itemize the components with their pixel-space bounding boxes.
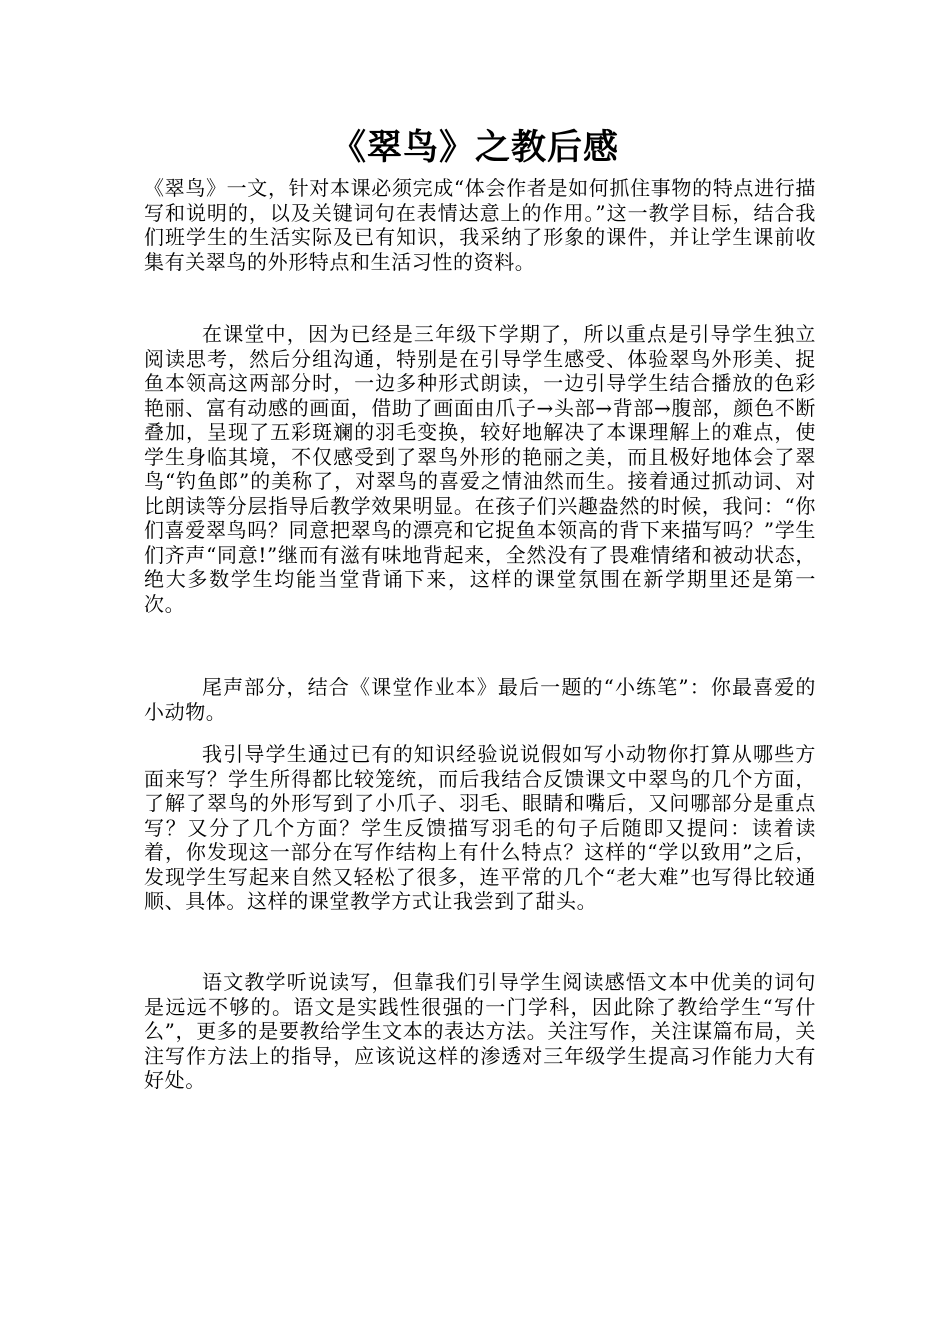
paragraph-guidance: 我引导学生通过已有的知识经验说说假如写小动物你打算从哪些方面来写？学生所得都比较笼统，而后我结合反馈课文中翠鸟的几个方面，了解了翠鸟的外形写到了小爪子、羽毛、眼睛和嘴后，又问哪部分是重点写？又分了几个方面？学生反馈描写羽毛的句子后随即又提问：读着读着，你发现这一部分在写作结构上有什么特点？这样的“学以致用”之后，发现学生写起来自然又轻松了很多，连平常的几个“老大难”也写得比较通顺、具体。这样的课堂教学方式让我尝到了甜头。	[144, 742, 816, 913]
document-title: 《翠鸟》之教后感	[330, 127, 619, 168]
paragraph-classroom: 在课堂中，因为已经是三年级下学期了，所以重点是引导学生独立阅读思考，然后分组沟通，特别是在引导学生感受、体验翠鸟外形美、捉鱼本领高这两部分时，一边多种形式朗读，一边引导学生结合播放的色彩艳丽、富有动感的画面，借助了画面由爪子→头部→背部→腹部，颜色不断叠加，呈现了五彩斑斓的羽毛变换，较好地解决了本课理解上的难点，使学生身临其境，不仅感受到了翠鸟外形的艳丽之美，而且极好地体会了翠鸟“钓鱼郎”的美称了，对翠鸟的喜爱之情油然而生。接着通过抓动词、对比朗读等分层指导后教学效果明显。在孩子们兴趣盎然的时候，我问：“你们喜爱翠鸟吗？同意把翠鸟的漂亮和它捉鱼本领高的背下来描写吗？”学生们齐声“同意!”继而有滋有味地背起来，全然没有了畏难情绪和被动状态，绝大多数学生均能当堂背诵下来，这样的课堂氛围在新学期里还是第一次。	[144, 322, 816, 616]
paragraph-conclusion: 语文教学听说读写，但靠我们引导学生阅读感悟文本中优美的词句是远远不够的。语文是实践性很强的一门学科，因此除了教给学生“写什么”，更多的是要教给学生文本的表达方法。关注写作，关注谋篇布局，关注写作方法上的指导，应该说这样的渗透对三年级学生提高习作能力大有好处。	[144, 970, 816, 1092]
paragraph-ending: 尾声部分，结合《课堂作业本》最后一题的“小练笔”：你最喜爱的小动物。	[144, 675, 816, 724]
paragraph-intro: 《翠鸟》一文，针对本课必须完成“体会作者是如何抓住事物的特点进行描写和说明的，以及关键词句在表情达意上的作用。”这一教学目标，结合我们班学生的生活实际及已有知识，我采纳了形象的课件，并让学生课前收集有关翠鸟的外形特点和生活习性的资料。	[144, 176, 816, 274]
